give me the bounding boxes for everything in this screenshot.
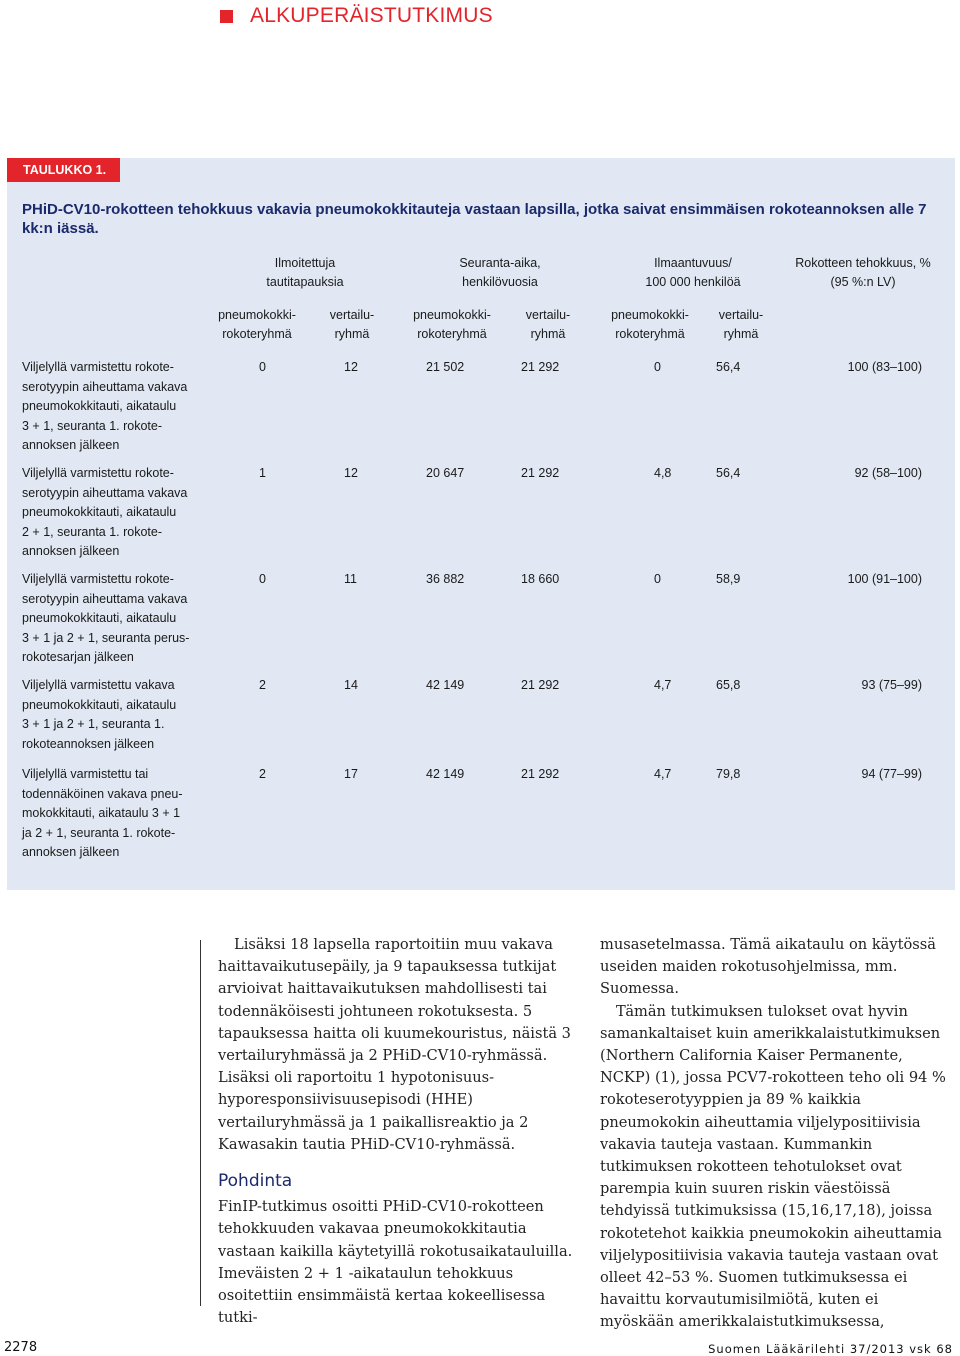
article-paragraph: Lisäksi 18 lapsella raportoitiin muu vakava haittavaikutusepäily, ja 9 tapauksessa tutkijat arvioivat haittavaikutuksen mahdollisesti tai todennäköisesti johtuneen rokotuksesta. 5 tapauksessa haitta oli kuumekouristus, näistä 3 vertailuryhmässä ja 2 PHiD-CV10-ryhmässä. Lisäksi oli raportoitu 1 hypotonisuus-hyporesponsiivisuusepisodi (HHE) vertailuryhmässä ja 1 paikallisreaktio ja 2 Kawasakin tautia PHiD-CV10-ryhmässä. bbox=[218, 936, 571, 1153]
article-column-2 bbox=[600, 934, 954, 1334]
column-subheader: vertailu- ryhmä bbox=[329, 308, 375, 341]
table-cell: 65,8 bbox=[716, 678, 741, 692]
table-cell: 20 647 bbox=[426, 466, 465, 480]
table-cell: 4,8 bbox=[654, 466, 672, 480]
article-column-1 bbox=[218, 934, 573, 1329]
table-cell: 79,8 bbox=[716, 767, 741, 781]
table-row-label: Viljelyllä varmistettu rokote- serotyypin aiheuttama vakava pneumokokkitauti, aikataulu 2 + 1, seuranta 1. rokote- annoksen jälkeen bbox=[22, 466, 188, 558]
table-row-label: Viljelyllä varmistettu rokote- serotyypin aiheuttama vakava pneumokokkitauti, aikataulu 3 + 1 ja 2 + 1, seuranta perus- rokotesarjan jälkeen bbox=[22, 572, 190, 664]
table-cell: 12 bbox=[344, 360, 358, 374]
table-cell: 1 bbox=[259, 466, 266, 480]
section-title: ALKUPERÄISTUTKIMUS bbox=[250, 4, 493, 27]
table-cell: 58,9 bbox=[716, 572, 741, 586]
table-cell: 21 292 bbox=[521, 678, 560, 692]
column-subheader: vertailu- ryhmä bbox=[718, 308, 764, 341]
table-row-label: Viljelyllä varmistettu vakava pneumokokkitauti, aikataulu 3 + 1 ja 2 + 1, seuranta 1. rokoteannoksen jälkeen bbox=[22, 678, 177, 751]
section-header bbox=[220, 3, 493, 29]
table-cell: 4,7 bbox=[654, 678, 672, 692]
section-heading: Pohdinta bbox=[218, 1171, 293, 1192]
table-cell: 42 149 bbox=[426, 767, 465, 781]
column-subheader: pneumokokki- rokoteryhmä bbox=[413, 308, 491, 341]
publication-info: Suomen Lääkärilehti 37/2013 vsk 68 bbox=[708, 1342, 953, 1356]
table-label: TAULUKKO 1. bbox=[7, 158, 120, 182]
article-paragraph: FinIP-tutkimus osoitti PHiD-CV10-rokotteen tehokkuuden vakavaa pneumokokkitautia vastaan kaikilla käytetyillä rokotusaikatauluilla. Imeväisten 2 + 1 -aikataulun tehokkuus osoitettiin ensimmäistä kertaa kokeellisessa tutki- bbox=[218, 1198, 573, 1327]
article-paragraph: musasetelmassa. Tämä aikataulu on käytössä useiden maiden rokotusohjelmissa, mm. Suomessa. bbox=[600, 936, 936, 998]
table-cell: 12 bbox=[344, 466, 358, 480]
table-caption: PHiD-CV10-rokotteen tehokkuus vakavia pneumokokkitauteja vastaan lapsilla, jotka saivat ensimmäisen rokoteannoksen alle 7 kk:n iässä. bbox=[22, 201, 927, 237]
column-group-header: Ilmaantuvuus/ 100 000 henkilöä bbox=[645, 256, 741, 289]
table-cell: 93 (75–99) bbox=[861, 678, 922, 692]
table-cell: 21 502 bbox=[426, 360, 465, 374]
table-cell: 2 bbox=[259, 767, 266, 781]
table-cell: 36 882 bbox=[426, 572, 465, 586]
column-subheader: pneumokokki- rokoteryhmä bbox=[611, 308, 689, 341]
section-marker-icon bbox=[220, 10, 233, 23]
table-cell: 92 (58–100) bbox=[854, 466, 922, 480]
table-row-label: Viljelyllä varmistettu tai todennäköinen vakava pneu- mokokkitauti, aikataulu 3 + 1 ja 2 + 1, seuranta 1. rokote- annoksen jälkeen bbox=[22, 767, 183, 859]
table-cell: 4,7 bbox=[654, 767, 672, 781]
table-cell: 100 (83–100) bbox=[847, 360, 922, 374]
table-cell: 2 bbox=[259, 678, 266, 692]
table-cell: 21 292 bbox=[521, 466, 560, 480]
table-cell: 17 bbox=[344, 767, 358, 781]
table-cell: 0 bbox=[654, 572, 661, 586]
table-cell: 0 bbox=[259, 360, 266, 374]
table-cell: 56,4 bbox=[716, 466, 741, 480]
table-cell: 14 bbox=[344, 678, 358, 692]
column-group-header: Ilmoitettuja tautitapauksia bbox=[266, 256, 344, 289]
table-row-label: Viljelyllä varmistettu rokote- serotyypin aiheuttama vakava pneumokokkitauti, aikataulu 3 + 1, seuranta 1. rokote- annoksen jälkeen bbox=[22, 360, 188, 452]
column-rule bbox=[200, 940, 201, 1306]
column-group-header: Seuranta-aika, henkilövuosia bbox=[459, 256, 541, 289]
table-cell: 42 149 bbox=[426, 678, 465, 692]
table-cell: 21 292 bbox=[521, 360, 560, 374]
table-cell: 0 bbox=[259, 572, 266, 586]
page-number: 2278 bbox=[4, 1340, 38, 1355]
article-paragraph: Tämän tutkimuksen tulokset ovat hyvin samankaltaiset kuin amerikkalaistutkimuksen (Northern California Kaiser Permanente, NCKP) (1), jossa PCV7-rokotteen teho oli 94 % rokoteserotyyppien ja 89 % kaikkia pneumokokin aiheuttamia viljelypositiivisia vakavia tauteja vastaan. Kummankin tutkimuksen rokotteen tehotulokset ovat parempia kuin suuren riskin väestöissä tehdyissä tutkimuksissa (15,16,17,18), joissa rokotetehot kaikkia pneumokokin aiheuttamia viljelypositiivisia vakavia tauteja vastaan ovat olleet 42–53 %. Suomen tutkimuksessa ei havaittu korvautumisilmiötä, kuten ei myöskään amerikkalaistutkimuksessa, bbox=[600, 1002, 946, 1331]
table-cell: 21 292 bbox=[521, 767, 560, 781]
column-subheader: pneumokokki- rokoteryhmä bbox=[218, 308, 296, 341]
table-cell: 11 bbox=[344, 572, 357, 586]
table-cell: 100 (91–100) bbox=[847, 572, 922, 586]
column-subheader: vertailu- ryhmä bbox=[525, 308, 571, 341]
table-cell: 0 bbox=[654, 360, 661, 374]
column-group-header: Rokotteen tehokkuus, % (95 %:n LV) bbox=[795, 256, 931, 289]
table-cell: 18 660 bbox=[521, 572, 560, 586]
table-cell: 94 (77–99) bbox=[861, 767, 922, 781]
table-cell: 56,4 bbox=[716, 360, 741, 374]
